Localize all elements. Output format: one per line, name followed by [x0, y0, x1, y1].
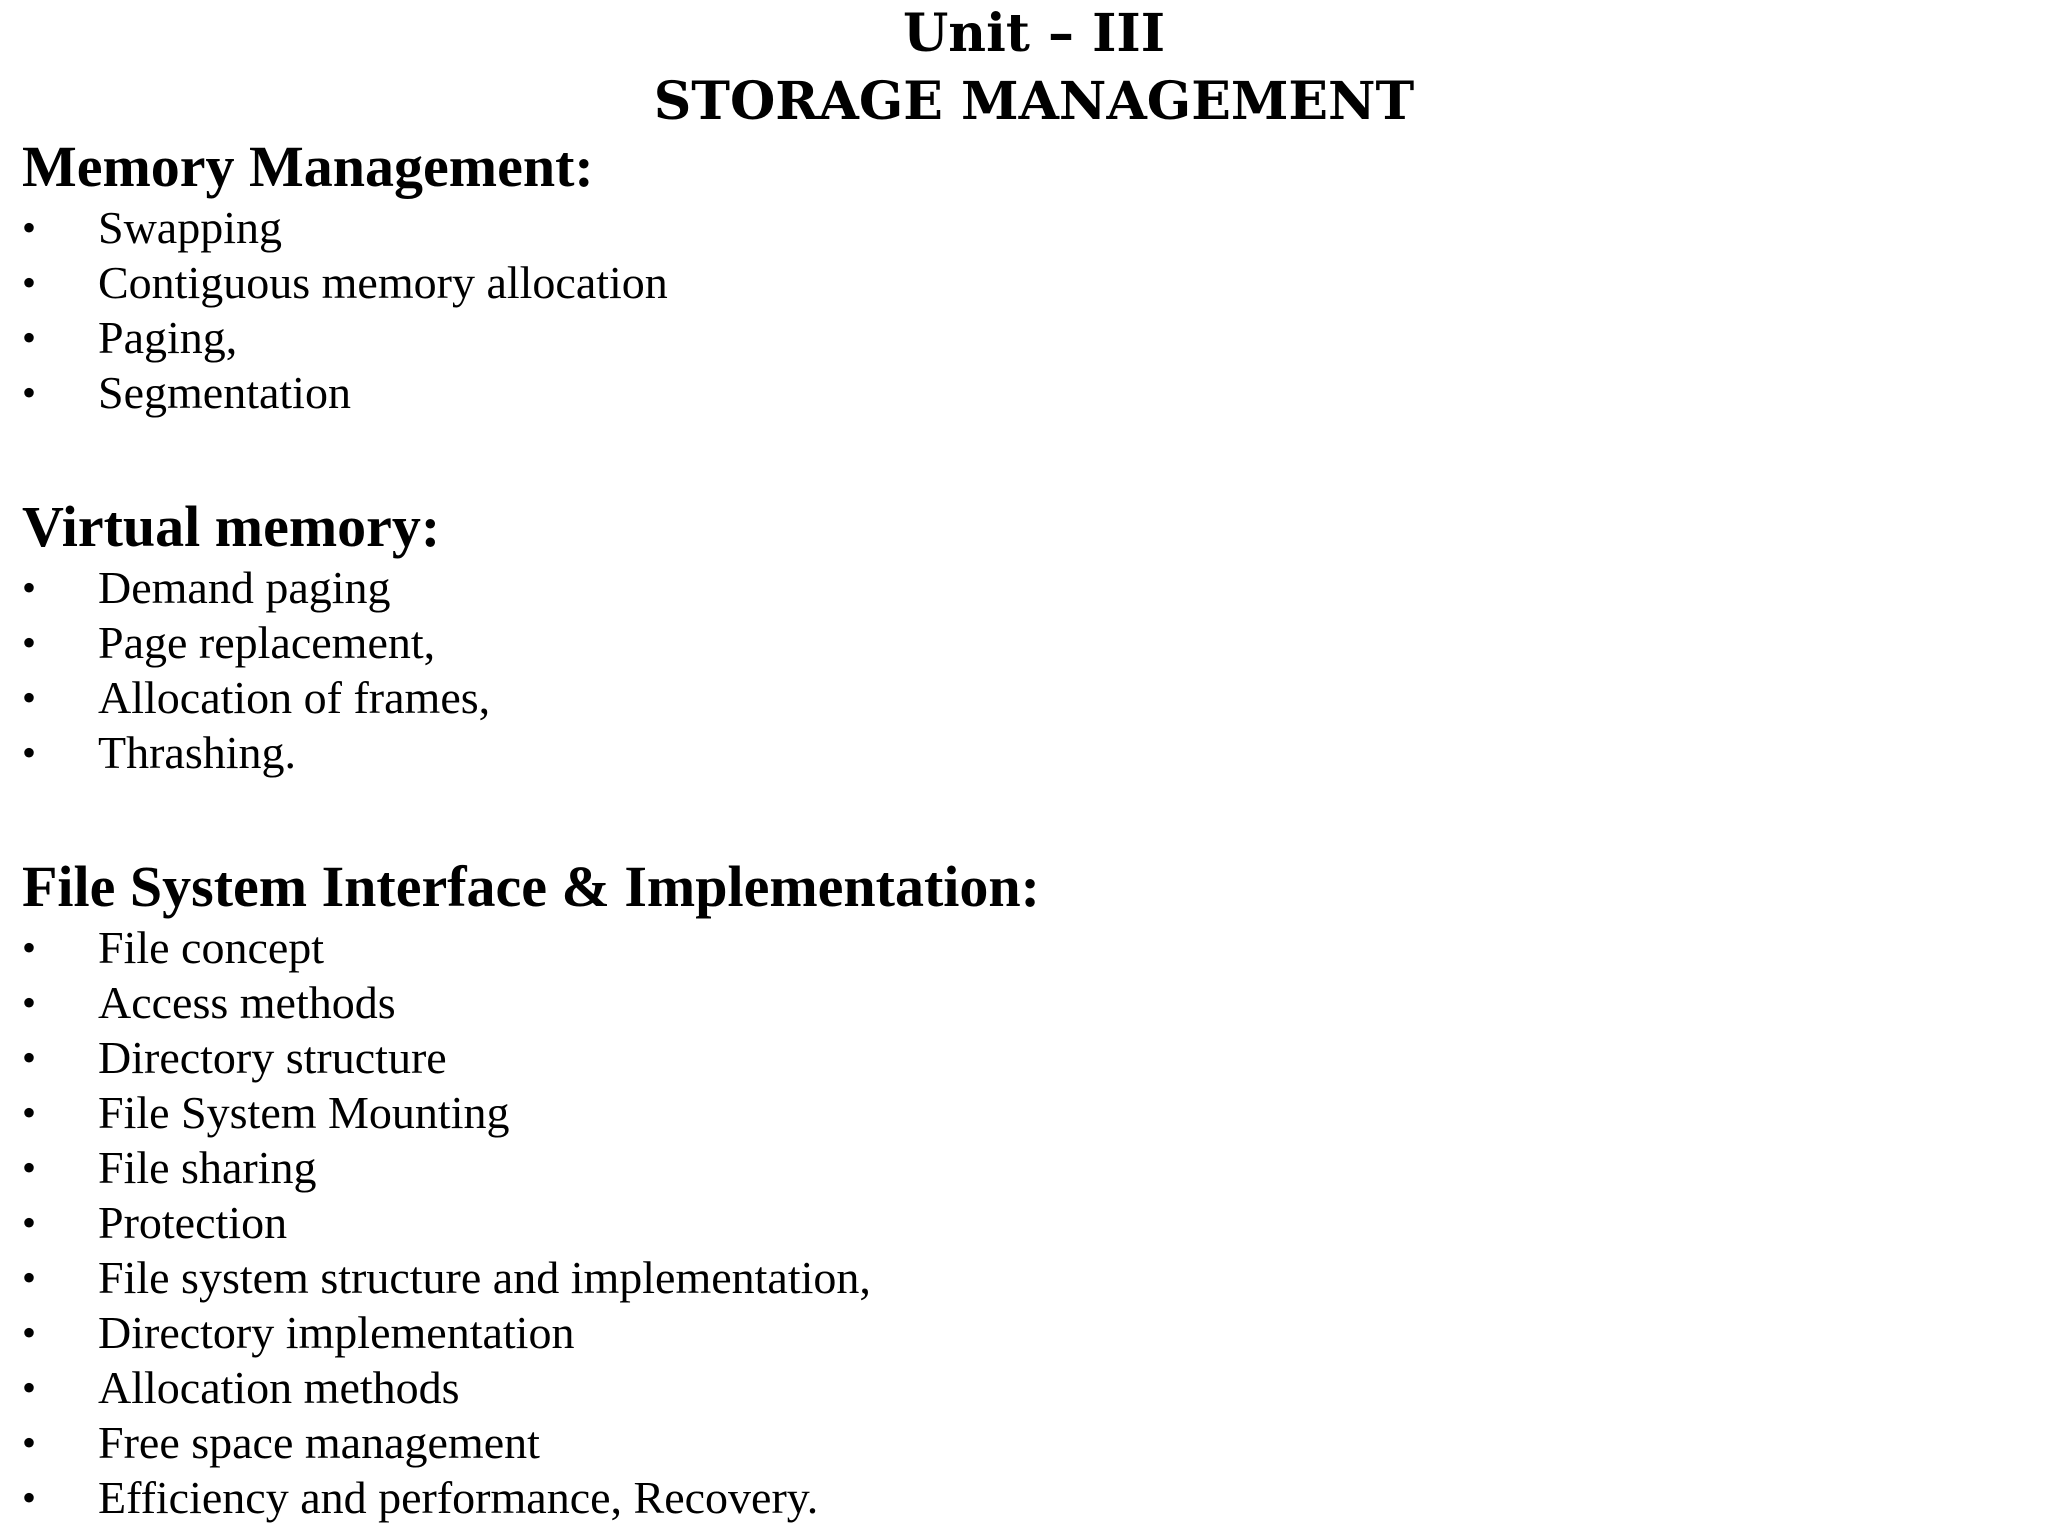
bullet-icon: •: [22, 925, 37, 970]
bullet-icon: •: [22, 1145, 37, 1190]
bullet-list: [22, 200, 1922, 420]
list-item-text: Efficiency and performance, Recovery.: [98, 1472, 819, 1523]
list-item: [22, 200, 1922, 255]
list-item: [22, 670, 1922, 725]
list-item: [22, 975, 1922, 1030]
list-item-text: File sharing: [98, 1142, 317, 1193]
list-item: [22, 1360, 1922, 1415]
bullet-icon: •: [22, 1200, 37, 1245]
list-item-text: Swapping: [98, 202, 282, 253]
page-title: STORAGE MANAGEMENT: [653, 71, 1415, 132]
section-memory-management: [22, 134, 1922, 420]
list-item: [22, 255, 1922, 310]
bullet-icon: •: [22, 1420, 37, 1465]
list-item-text: Paging,: [98, 312, 238, 363]
bullet-icon: •: [22, 260, 37, 305]
bullet-icon: •: [22, 1310, 37, 1355]
unit-title: Unit – III: [902, 3, 1166, 64]
bullet-icon: •: [22, 565, 37, 610]
list-item: [22, 1470, 1922, 1525]
list-item: [22, 725, 1922, 780]
bullet-icon: •: [22, 205, 37, 250]
list-item: [22, 920, 1922, 975]
list-item: [22, 560, 1922, 615]
bullet-icon: •: [22, 675, 37, 720]
list-item: [22, 1250, 1922, 1305]
bullet-icon: •: [22, 1035, 37, 1080]
section-heading: File System Interface & Implementation:: [22, 854, 1040, 919]
list-item-text: Allocation of frames,: [98, 672, 491, 723]
bullet-list: [22, 920, 1922, 1525]
bullet-list: [22, 560, 1922, 780]
section-file-system: [22, 854, 1922, 1525]
list-item: [22, 1305, 1922, 1360]
list-item-text: File System Mounting: [98, 1087, 510, 1138]
bullet-icon: •: [22, 730, 37, 775]
list-item-text: File system structure and implementation,: [98, 1252, 871, 1303]
list-item-text: Thrashing.: [98, 727, 297, 778]
list-item: [22, 1030, 1922, 1085]
list-item-text: Contiguous memory allocation: [98, 257, 668, 308]
list-item: [22, 310, 1922, 365]
list-item: [22, 1195, 1922, 1250]
bullet-icon: •: [22, 620, 37, 665]
list-item-text: Free space management: [98, 1417, 540, 1468]
section-heading: Virtual memory:: [22, 494, 441, 559]
list-item-text: Allocation methods: [98, 1362, 460, 1413]
section-virtual-memory: [22, 494, 1922, 780]
bullet-icon: •: [22, 980, 37, 1025]
bullet-icon: •: [22, 1090, 37, 1135]
bullet-icon: •: [22, 315, 37, 360]
bullet-icon: •: [22, 1255, 37, 1300]
list-item-text: Directory structure: [98, 1032, 447, 1083]
list-item-text: Protection: [98, 1197, 288, 1248]
list-item-text: File concept: [98, 922, 325, 973]
list-item: [22, 615, 1922, 670]
bullet-icon: •: [22, 1365, 37, 1410]
list-item: [22, 1085, 1922, 1140]
list-item-text: Page replacement,: [98, 617, 436, 668]
list-item-text: Directory implementation: [98, 1307, 575, 1358]
bullet-icon: •: [22, 370, 37, 415]
list-item-text: Demand paging: [98, 562, 391, 613]
list-item: [22, 1140, 1922, 1195]
list-item-text: Segmentation: [98, 367, 351, 418]
list-item: [22, 365, 1922, 420]
bullet-icon: •: [22, 1475, 37, 1520]
list-item-text: Access methods: [98, 977, 396, 1028]
section-heading: Memory Management:: [22, 134, 594, 199]
list-item: [22, 1415, 1922, 1470]
